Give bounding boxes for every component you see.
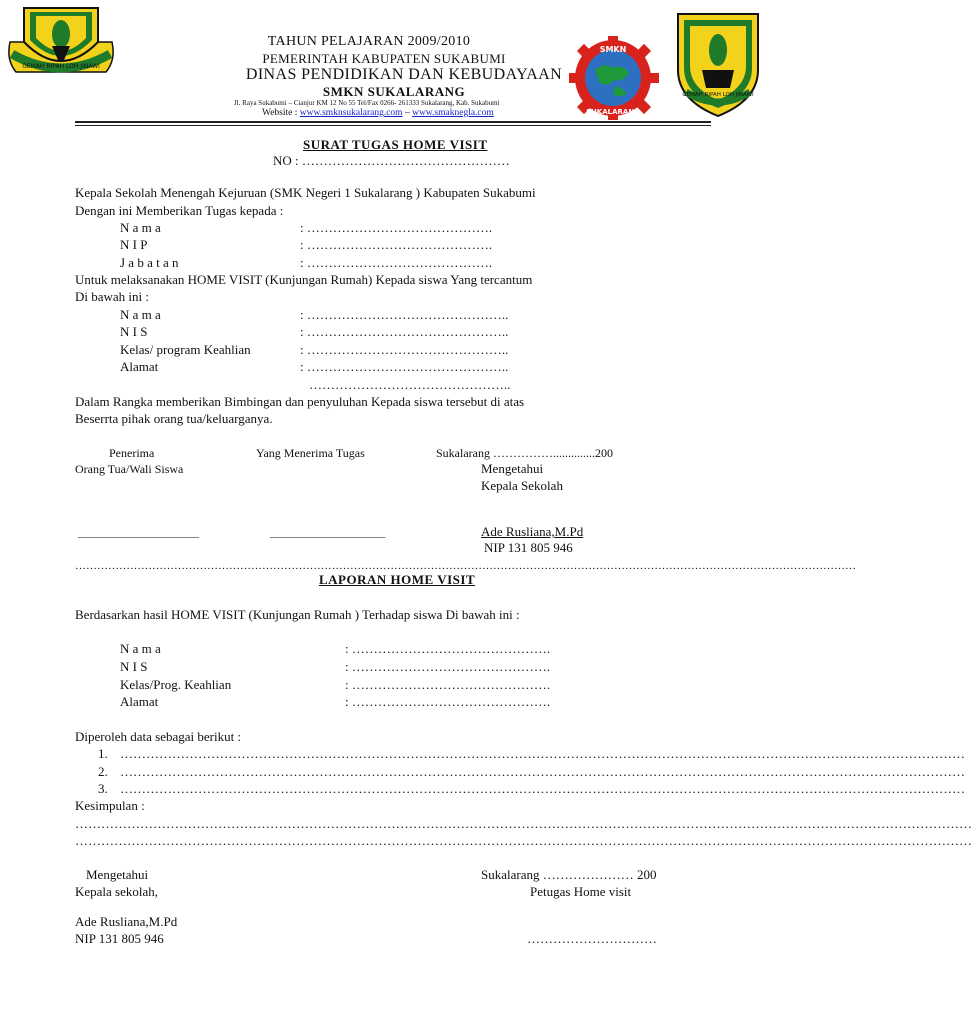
svg-text:SMKN: SMKN [599,45,627,54]
laporan-title: LAPORAN HOME VISIT [319,572,476,587]
department-name: DINAS PENDIDIKAN DAN KEBUDAYAAN [245,66,563,83]
data-item-line: …………………………………………………………………………………………………………………………………………………………………………… [120,764,965,779]
signature-assignee-title: Yang Menerima Tugas [256,446,365,460]
header-rule-thin [75,125,711,126]
right-crest-motto: GEMAH RIPAH LOH JINAWI [682,92,754,98]
surat-paragraph-2: Dengan ini Memberikan Tugas kepada : [75,203,284,218]
report-principal-name: Ade Rusliana,M.Pd [75,914,178,929]
surat-paragraph-1: Kepala Sekolah Menengah Kejuruan (SMK Negeri 1 Sukalarang ) Kabupaten Sukabumi [75,185,536,200]
report-petugas-title: Petugas Home visit [530,884,632,899]
left-crest-logo [2,2,120,84]
report-nis-field: : ………………………………………. [345,659,551,674]
report-kepsek-title: Kepala sekolah, [75,884,159,899]
website-link-smaknegla[interactable]: www.smaknegla.com [412,108,494,118]
report-petugas-signature-line: ………………………… [527,931,657,946]
staff-nip-field: : ……………………………………. [300,237,493,252]
student-nis-field: : ……………………………………….. [300,324,509,339]
report-mengetahui: Mengetahui [86,867,149,882]
header-rule-thick [75,121,711,123]
surat-paragraph-6: Beserrta pihak orang tua/keluarganya. [75,411,273,426]
report-class-field: : ………………………………………. [345,677,551,692]
website-line [262,107,494,119]
data-item-number: 2. [98,764,108,779]
signature-kepsek-title: Kepala Sekolah [481,478,563,493]
data-item-number: 1. [98,746,108,761]
report-name-field: : ………………………………………. [345,641,551,656]
student-class-label: Kelas/ program Keahlian [120,342,251,357]
svg-text:SUKALARANG: SUKALARANG [586,108,640,116]
school-year: TAHUN PELAJARAN 2009/2010 [267,34,471,49]
website-link-smknsukalarang[interactable]: www.smknsukalarang.com [299,108,403,118]
signature-line-assignee: _____________________ [270,527,386,539]
student-address-label: Alamat [120,359,159,374]
student-name-label: N a m a [120,307,161,322]
report-principal-nip: NIP 131 805 946 [75,931,164,946]
signature-line-parent: ______________________ [78,527,199,539]
staff-jabatan-field: : ……………………………………. [300,255,493,270]
surat-number: NO : ………………………………………… [273,153,510,168]
data-item-line: …………………………………………………………………………………………………………………………………………………………………………… [120,746,965,761]
report-nis-label: N I S [120,659,148,674]
staff-name-label: N a m a [120,220,161,235]
conclusion-line: ……………………………………………………………………………………………………………………………………………………………………………………… [75,816,972,831]
website-separator: – [402,108,413,118]
report-address-field: : ………………………………………. [345,694,551,709]
school-address: Jl. Raya Sukabumi – Cianjur KM 12 No 55 Tel/Fax 0266- 261333 Sukalarang, Kab. Sukabumi [234,99,500,107]
student-address-field: : ……………………………………….. [300,359,509,374]
report-place-date: Sukalarang ………………… 200 [481,867,657,882]
staff-jabatan-label: J a b a t a n [120,255,179,270]
student-address-continued: ……………………………………….. [309,377,511,392]
left-crest-motto: GEMAH RIPAH LOH JINAWI [22,63,100,70]
data-item-number: 3. [98,781,108,796]
student-name-field: : ……………………………………….. [300,307,509,322]
report-name-label: N a m a [120,641,161,656]
section-separator: …………………………………………………………………………………………………………………………………………………………………………………………… [75,560,856,572]
surat-paragraph-5: Dalam Rangka memberikan Bimbingan dan penyuluhan Kepada siswa tersebut di atas [75,394,525,409]
student-class-field: : ……………………………………….. [300,342,509,357]
staff-nip-label: N I P [120,237,148,252]
conclusion-line: ……………………………………………………………………………………………………………………………………………………………………………………… [75,833,972,848]
report-class-label: Kelas/Prog. Keahlian [120,677,232,692]
data-item-line: …………………………………………………………………………………………………………………………………………………………………………… [120,781,965,796]
government-name: PEMERINTAH KABUPATEN SUKABUMI [262,51,506,66]
school-name: SMKN SUKALARANG [322,84,466,99]
right-crest-logo [672,8,764,120]
surat-title: SURAT TUGAS HOME VISIT [303,137,488,152]
report-address-label: Alamat [120,694,159,709]
signature-principal-nip: NIP 131 805 946 [484,540,573,555]
signature-mengetahui: Mengetahui [481,461,544,476]
website-prefix: Website : [262,108,300,118]
signature-penerima: Penerima [109,446,155,460]
surat-paragraph-4: Di bawah ini : [75,289,150,304]
laporan-paragraph-1: Berdasarkan hasil HOME VISIT (Kunjungan Rumah ) Terhadap siswa Di bawah ini : [75,607,520,622]
kesimpulan-label: Kesimpulan : [75,798,145,813]
signature-place-date: Sukalarang ……………..............200 [436,446,613,460]
staff-name-field: : ……………………………………. [300,220,493,235]
data-intro: Diperoleh data sebagai berikut : [75,729,242,744]
signature-principal-name: Ade Rusliana,M.Pd [481,524,584,539]
student-nis-label: N I S [120,324,148,339]
surat-paragraph-3: Untuk melaksanakan HOME VISIT (Kunjungan Rumah) Kepada siswa Yang tercantum [75,272,533,287]
signature-parent-title: Orang Tua/Wali Siswa [75,462,184,476]
